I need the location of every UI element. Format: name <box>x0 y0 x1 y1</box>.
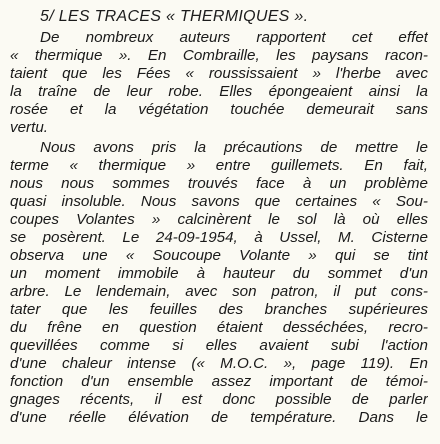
text-line: coupes Volantes » calcinèrent le sol là où elles <box>10 211 428 228</box>
text-line: un moment immobile à hauteur du sommet d'un <box>10 265 428 282</box>
text-line: nous nous sommes trouvés face à un problème <box>10 175 428 192</box>
text-line: fonction d'un ensemble assez important de témoi- <box>10 373 428 390</box>
text-line: tater que les feuilles des branches supérieures <box>10 301 428 318</box>
text-line: Nous avons pris la précautions de mettre le <box>40 139 428 156</box>
text-line: De nombreux auteurs rapportent cet effet <box>40 29 428 46</box>
text-line: « thermique ». En Combraille, les paysans racon- <box>10 47 428 64</box>
text-line: arbre. Le lendemain, avec son patron, il put cons- <box>10 283 428 300</box>
text-line: du frêne en question étaient desséchées, recro- <box>10 319 428 336</box>
text-line: d'une réelle élévation de température. Dans le <box>10 409 428 426</box>
text-line: rosée et la végétation touchée demeurait sans <box>10 101 428 118</box>
text-line: observa une « Soucoupe Volante » qui se tint <box>10 247 428 264</box>
text-line: la traîne de leur robe. Elles épongeaient ainsi la <box>10 83 428 100</box>
text-line: quevillées comme si elles avaient subi l'action <box>10 337 428 354</box>
text-line: gnages récents, il est donc possible de parler <box>10 391 428 408</box>
text-line: quasi insoluble. Nous savons que certaines « Sou- <box>10 193 428 210</box>
section-heading: 5/ LES TRACES « THERMIQUES ». <box>40 8 309 25</box>
text-line: vertu. <box>10 119 48 136</box>
text-line: terme « thermique » entre guillemets. En fait, <box>10 157 428 174</box>
text-line: se posèrent. Le 24-09-1954, à Ussel, M. Cisterne <box>10 229 428 246</box>
text-line: d'une chaleur intense (« M.O.C. », page 119). En <box>10 355 428 372</box>
text-line: taient que les Fées « roussissaient » l'herbe avec <box>10 65 428 82</box>
